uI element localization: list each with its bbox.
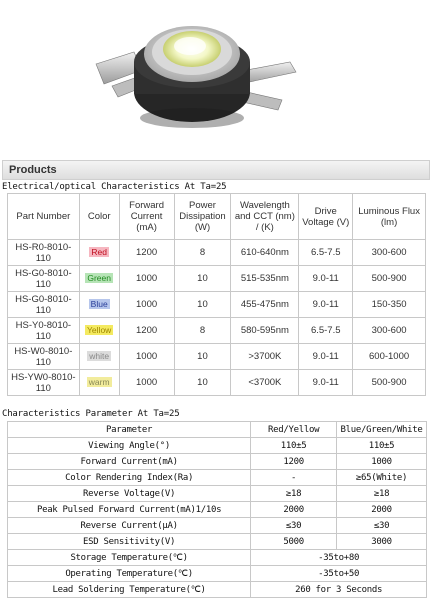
luminous-flux: 150-350 <box>353 292 426 318</box>
parameters-table <box>7 421 427 598</box>
color-swatch: white <box>89 351 110 361</box>
parameters-caption: Characteristics Parameter At Ta=25 <box>2 409 180 419</box>
column-header: Parameter <box>8 422 251 438</box>
products-header <box>2 160 430 180</box>
forward-current: 1000 <box>119 266 174 292</box>
blue-green-white-value: 1000 <box>337 454 427 470</box>
red-yellow-value: 2000 <box>251 502 337 518</box>
shared-value: -35to+50 <box>251 566 427 582</box>
drive-voltage: 6.5-7.5 <box>299 240 353 266</box>
table-row <box>8 292 426 318</box>
red-yellow-value: ≤30 <box>251 518 337 534</box>
red-yellow-value: - <box>251 470 337 486</box>
blue-green-white-value: ≥18 <box>337 486 427 502</box>
column-header: Forward Current (mA) <box>119 194 174 240</box>
table-row <box>8 518 427 534</box>
power-dissipation: 8 <box>174 318 231 344</box>
red-yellow-value: 110±5 <box>251 438 337 454</box>
part-number: HS-W0-8010-110 <box>8 344 80 370</box>
forward-current: 1000 <box>119 344 174 370</box>
forward-current: 1200 <box>119 318 174 344</box>
products-title: Products <box>9 164 57 176</box>
blue-green-white-value: ≤30 <box>337 518 427 534</box>
color-cell <box>79 240 119 266</box>
parameter-name: Reverse Voltage(V) <box>8 486 251 502</box>
parameter-name: Forward Current(mA) <box>8 454 251 470</box>
power-dissipation: 10 <box>174 266 231 292</box>
column-header: Drive Voltage (V) <box>299 194 353 240</box>
drive-voltage: 6.5-7.5 <box>299 318 353 344</box>
table-row <box>8 344 426 370</box>
table-row <box>8 486 427 502</box>
color-cell <box>79 266 119 292</box>
color-cell <box>79 370 119 396</box>
luminous-flux: 300-600 <box>353 318 426 344</box>
column-header: Luminous Flux (lm) <box>353 194 426 240</box>
table-row <box>8 266 426 292</box>
column-header: Wavelength and CCT (nm) / (K) <box>231 194 299 240</box>
table-row <box>8 370 426 396</box>
parameter-name: ESD Sensitivity(V) <box>8 534 251 550</box>
blue-green-white-value: ≥65(White) <box>337 470 427 486</box>
blue-green-white-value: 2000 <box>337 502 427 518</box>
color-cell <box>79 292 119 318</box>
column-header: Red/Yellow <box>251 422 337 438</box>
color-cell <box>79 344 119 370</box>
color-swatch: warm <box>88 377 110 387</box>
color-swatch: Yellow <box>87 325 112 335</box>
electrical-header-row <box>8 194 426 240</box>
table-row <box>8 534 427 550</box>
table-row <box>8 318 426 344</box>
power-dissipation: 10 <box>174 344 231 370</box>
red-yellow-value: 5000 <box>251 534 337 550</box>
color-swatch: Green <box>87 273 111 283</box>
parameter-name: Lead Soldering Temperature(℃) <box>8 582 251 598</box>
drive-voltage: 9.0-11 <box>299 266 353 292</box>
drive-voltage: 9.0-11 <box>299 344 353 370</box>
electrical-table <box>7 193 426 396</box>
parameter-name: Color Rendering Index(Ra) <box>8 470 251 486</box>
part-number: HS-Y0-8010-110 <box>8 318 80 344</box>
column-header: Color <box>79 194 119 240</box>
power-dissipation: 10 <box>174 292 231 318</box>
red-yellow-value: ≥18 <box>251 486 337 502</box>
parameters-header-row <box>8 422 427 438</box>
parameter-name: Operating Temperature(℃) <box>8 566 251 582</box>
part-number: HS-G0-8010-110 <box>8 266 80 292</box>
luminous-flux: 500-900 <box>353 266 426 292</box>
drive-voltage: 9.0-11 <box>299 370 353 396</box>
table-row <box>8 454 427 470</box>
table-row <box>8 438 427 454</box>
parameter-name: Viewing Angle(°) <box>8 438 251 454</box>
wavelength: 580-595nm <box>231 318 299 344</box>
table-row <box>8 566 427 582</box>
drive-voltage: 9.0-11 <box>299 292 353 318</box>
wavelength: <3700K <box>231 370 299 396</box>
part-number: HS-R0-8010-110 <box>8 240 80 266</box>
part-number: HS-YW0-8010-110 <box>8 370 80 396</box>
wavelength: >3700K <box>231 344 299 370</box>
table-row <box>8 502 427 518</box>
power-dissipation: 8 <box>174 240 231 266</box>
parameter-name: Storage Temperature(℃) <box>8 550 251 566</box>
column-header: Blue/Green/White <box>337 422 427 438</box>
power-dissipation: 10 <box>174 370 231 396</box>
column-header: Part Number <box>8 194 80 240</box>
electrical-caption: Electrical/optical Characteristics At Ta=25 <box>2 182 227 192</box>
wavelength: 515-535nm <box>231 266 299 292</box>
blue-green-white-value: 110±5 <box>337 438 427 454</box>
wavelength: 610-640nm <box>231 240 299 266</box>
shared-value: 260 for 3 Seconds <box>251 582 427 598</box>
blue-green-white-value: 3000 <box>337 534 427 550</box>
shared-value: -35to+80 <box>251 550 427 566</box>
luminous-flux: 500-900 <box>353 370 426 396</box>
forward-current: 1200 <box>119 240 174 266</box>
forward-current: 1000 <box>119 292 174 318</box>
parameter-name: Peak Pulsed Forward Current(mA)1/10s <box>8 502 251 518</box>
table-row <box>8 240 426 266</box>
red-yellow-value: 1200 <box>251 454 337 470</box>
luminous-flux: 600-1000 <box>353 344 426 370</box>
color-cell <box>79 318 119 344</box>
led-product-photo <box>0 0 433 152</box>
parameter-name: Reverse Current(μA) <box>8 518 251 534</box>
part-number: HS-G0-8010-110 <box>8 292 80 318</box>
forward-current: 1000 <box>119 370 174 396</box>
luminous-flux: 300-600 <box>353 240 426 266</box>
column-header: Power Dissipation (W) <box>174 194 231 240</box>
color-swatch: Blue <box>90 299 108 309</box>
color-swatch: Red <box>91 247 107 257</box>
wavelength: 455-475nm <box>231 292 299 318</box>
table-row <box>8 550 427 566</box>
table-row <box>8 582 427 598</box>
table-row <box>8 470 427 486</box>
